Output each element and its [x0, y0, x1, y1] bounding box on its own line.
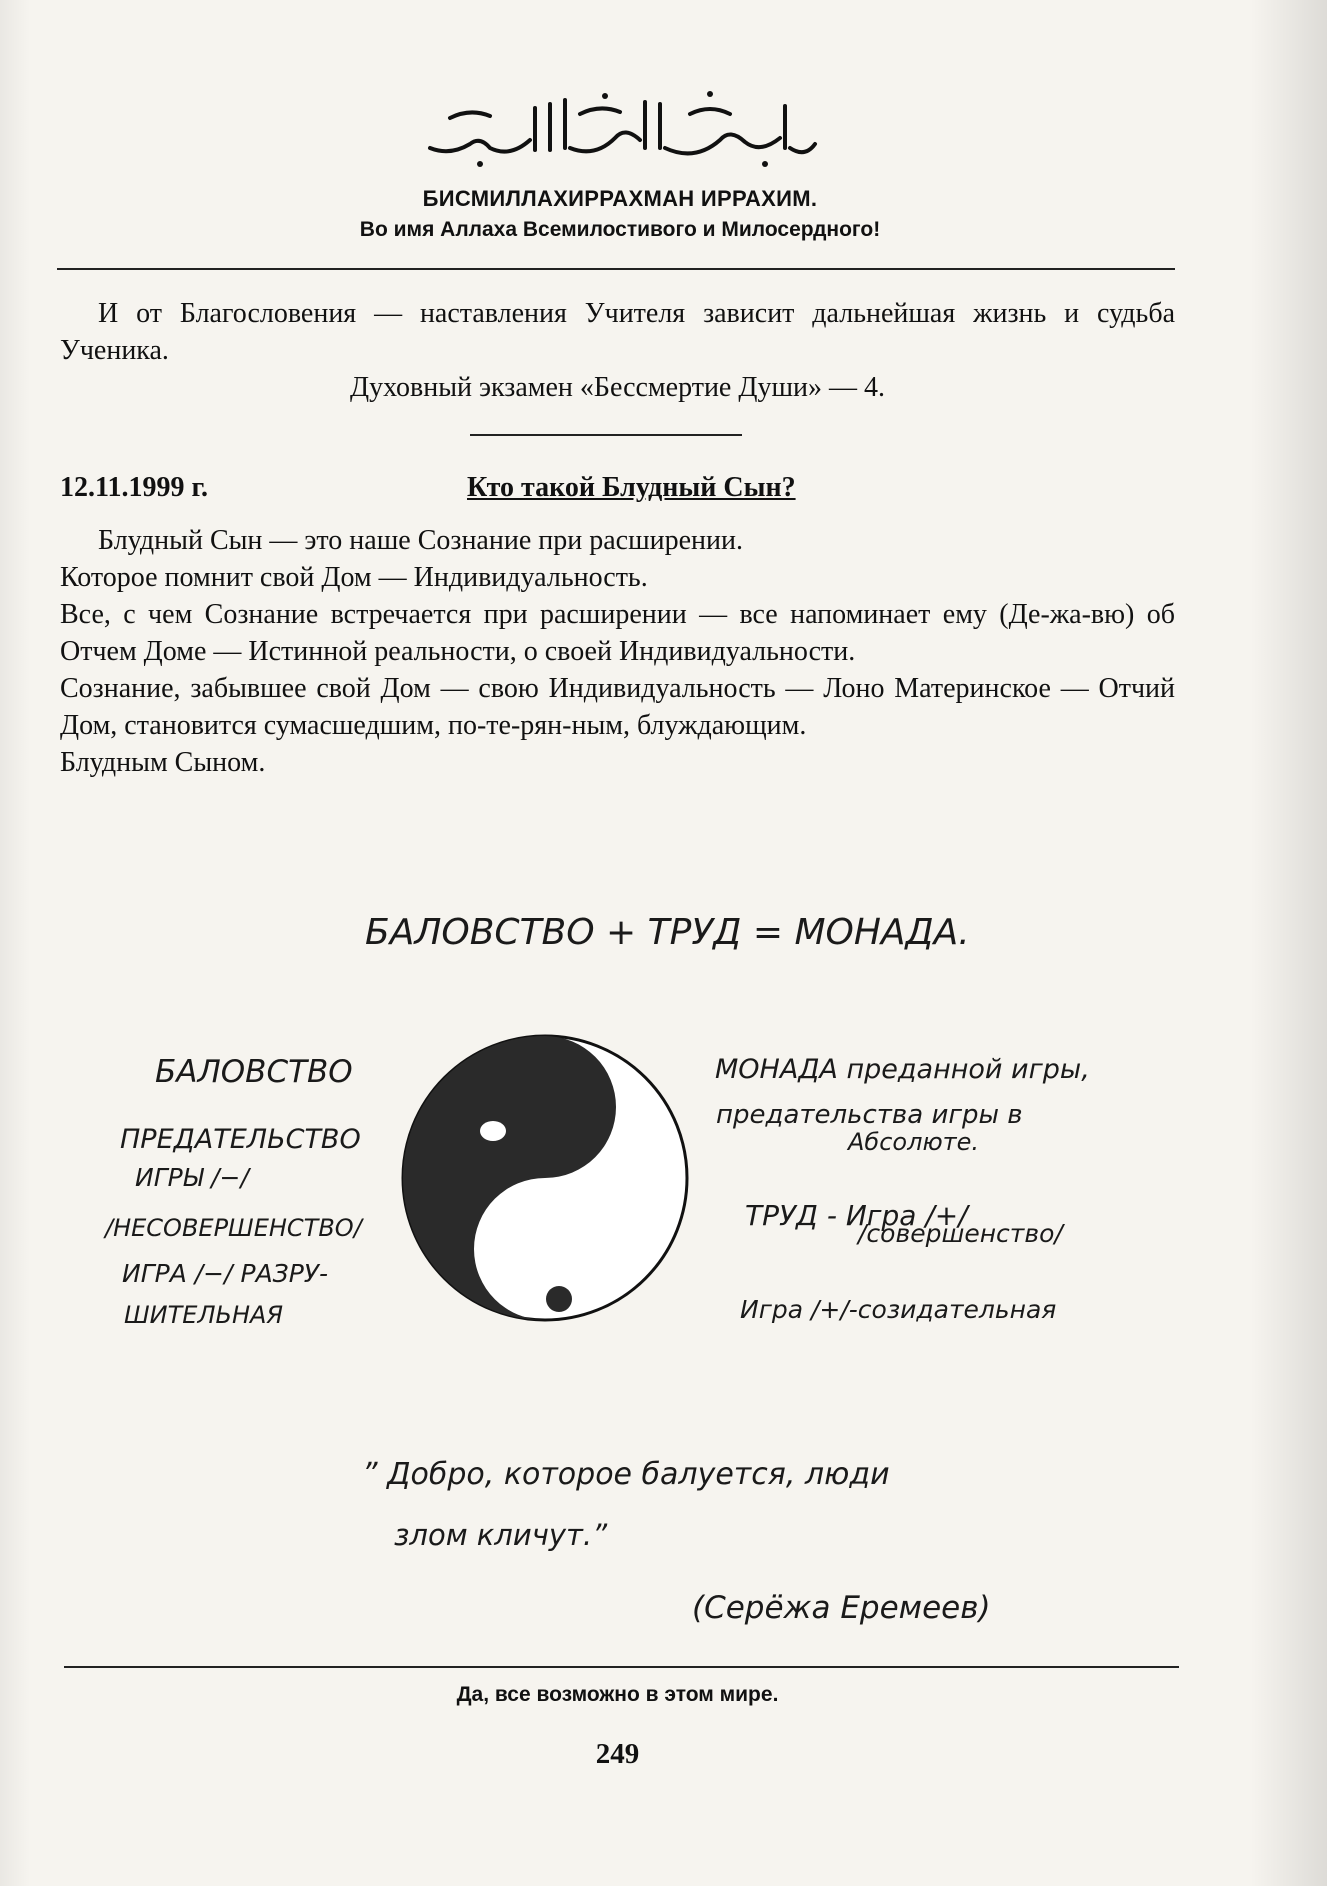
left-line: ШИТЕЛЬНАЯ	[124, 1301, 284, 1329]
equation-text: БАЛОВСТВО + ТРУД = МОНАДА.	[365, 912, 970, 953]
right-line: ТРУД - Игра /+/	[745, 1199, 968, 1232]
entry-line: Которое помнит свой Дом — Индивидуальность.	[60, 562, 648, 593]
entry-title: Кто такой Блудный Сын?	[467, 472, 796, 503]
entry-line: Все, с чем Сознание встречается при расширении — все напоминает ему (Де-жа-вю) об Отчем Доме — Истинной реальности, о своей Индивидуальности.	[60, 599, 1175, 667]
right-line: МОНАДА преданной игры,	[715, 1054, 1090, 1085]
right-line: /совершенство/	[858, 1219, 1063, 1248]
entry-line: Блудным Сыном.	[60, 747, 266, 778]
entry-date: 12.11.1999 г.	[60, 472, 209, 503]
right-line: предательства игры в	[716, 1100, 1023, 1130]
entry-line: Сознание, забывшее свой Дом — свою Индивидуальность — Лоно Материнское — Отчий Дом, становится сумасшедшим, по-те-рян-ным, блуждающим.	[60, 673, 1175, 741]
right-line: Игра /+/-созидательная	[740, 1295, 1057, 1324]
page-number: 249	[595, 1738, 640, 1770]
intro-source: Духовный экзамен «Бессмертие Души» — 4.	[349, 372, 886, 403]
left-line: ИГРА /−/ РАЗРУ-	[122, 1259, 329, 1288]
left-line: /НЕСОВЕРШЕНСТВО/	[105, 1214, 362, 1242]
footer-text: Да, все возможно в этом мире.	[456, 1683, 779, 1706]
left-line: ИГРЫ /−/	[135, 1163, 249, 1192]
header-title: БИСМИЛЛАХИРРАХМАН ИРРАХИМ.	[422, 186, 818, 211]
yin-yang-symbol	[403, 1036, 687, 1320]
intro-paragraph: И от Благословения — наставления Учителя зависит дальнейшая жизнь и судьба Ученика.	[60, 298, 1175, 366]
left-line: ПРЕДАТЕЛЬСТВО	[120, 1124, 361, 1155]
left-heading: БАЛОВСТВО	[155, 1054, 353, 1090]
quote-author: (Серёжа Еремеев)	[692, 1590, 991, 1626]
footer-divider	[64, 1666, 1179, 1668]
quote-line: ” Добро, которое балуется, люди	[362, 1457, 890, 1492]
right-line: Абсолюте.	[848, 1128, 980, 1156]
header-subtitle: Во имя Аллаха Всемилостивого и Милосердного!	[359, 218, 881, 241]
entry-line: Блудный Сын — это наше Сознание при расширении.	[98, 525, 743, 556]
quote-line: злом кличут.”	[394, 1518, 608, 1552]
